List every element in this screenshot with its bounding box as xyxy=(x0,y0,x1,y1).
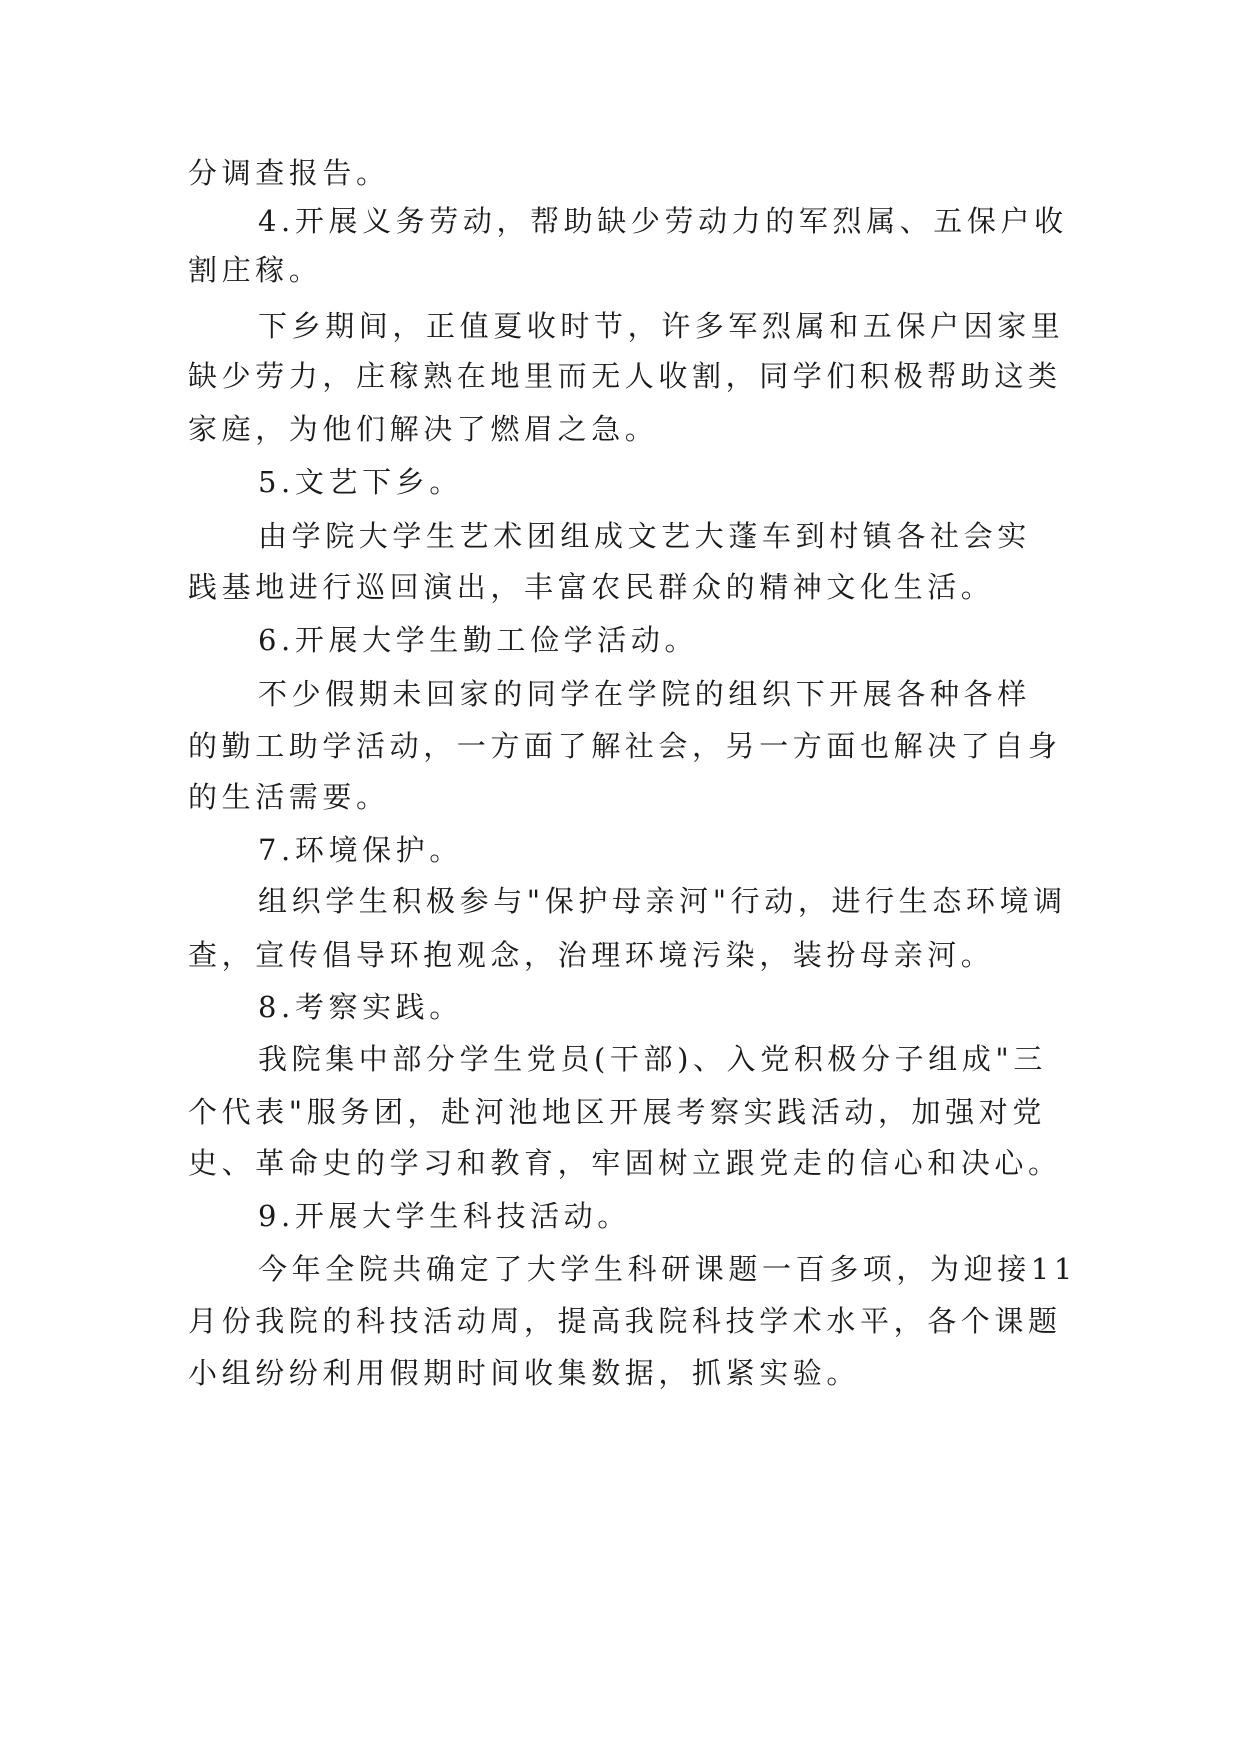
text-line: 小组纷纷利用假期时间收集数据，抓紧实验。 xyxy=(188,1356,861,1390)
list-item-heading: 4.开展义务劳动，帮助缺少劳动力的军烈属、五保户收 xyxy=(258,204,1068,238)
text-line: 缺少劳力，庄稼熟在地里而无人收割，同学们积极帮助这类 xyxy=(188,359,1062,393)
paragraph-first-line: 由学院大学生艺术团组成文艺大蓬车到村镇各社会实 xyxy=(258,519,1031,553)
text-line: 的勤工助学活动，一方面了解社会，另一方面也解决了自身 xyxy=(188,729,1062,763)
list-item-heading: 9.开展大学生科技活动。 xyxy=(258,1199,631,1233)
list-item-heading: 7.环境保护。 xyxy=(258,833,463,867)
text-line: 践基地进行巡回演出，丰富农民群众的精神文化生活。 xyxy=(188,570,995,604)
text-line: 分调查报告。 xyxy=(188,156,390,190)
text-line: 割庄稼。 xyxy=(188,253,323,287)
paragraph-first-line: 下乡期间，正值夏收时节，许多军烈属和五保户因家里 xyxy=(258,309,1065,343)
text-line: 查，宣传倡导环抱观念，治理环境污染，装扮母亲河。 xyxy=(188,938,995,972)
paragraph-first-line: 今年全院共确定了大学生科研课题一百多项，为迎接11 xyxy=(258,1252,1077,1286)
text-line: 家庭，为他们解决了燃眉之急。 xyxy=(188,412,659,446)
text-line: 个代表"服务团，赴河池地区开展考察实践活动，加强对党 xyxy=(188,1095,1046,1129)
text-line: 史、革命史的学习和教育，牢固树立跟党走的信心和决心。 xyxy=(188,1146,1062,1180)
text-line: 的生活需要。 xyxy=(188,780,390,814)
paragraph-first-line: 不少假期未回家的同学在学院的组织下开展各种各样 xyxy=(258,677,1031,711)
list-item-heading: 5.文艺下乡。 xyxy=(258,465,463,499)
list-item-heading: 8.考察实践。 xyxy=(258,990,463,1024)
paragraph-first-line: 我院集中部分学生党员(干部)、入党积极分子组成"三 xyxy=(258,1042,1047,1076)
paragraph-first-line: 组织学生积极参与"保护母亲河"行动，进行生态环境调 xyxy=(258,884,1067,918)
text-line: 月份我院的科技活动周，提高我院科技学术水平，各个课题 xyxy=(188,1304,1062,1338)
list-item-heading: 6.开展大学生勤工俭学活动。 xyxy=(258,623,699,657)
